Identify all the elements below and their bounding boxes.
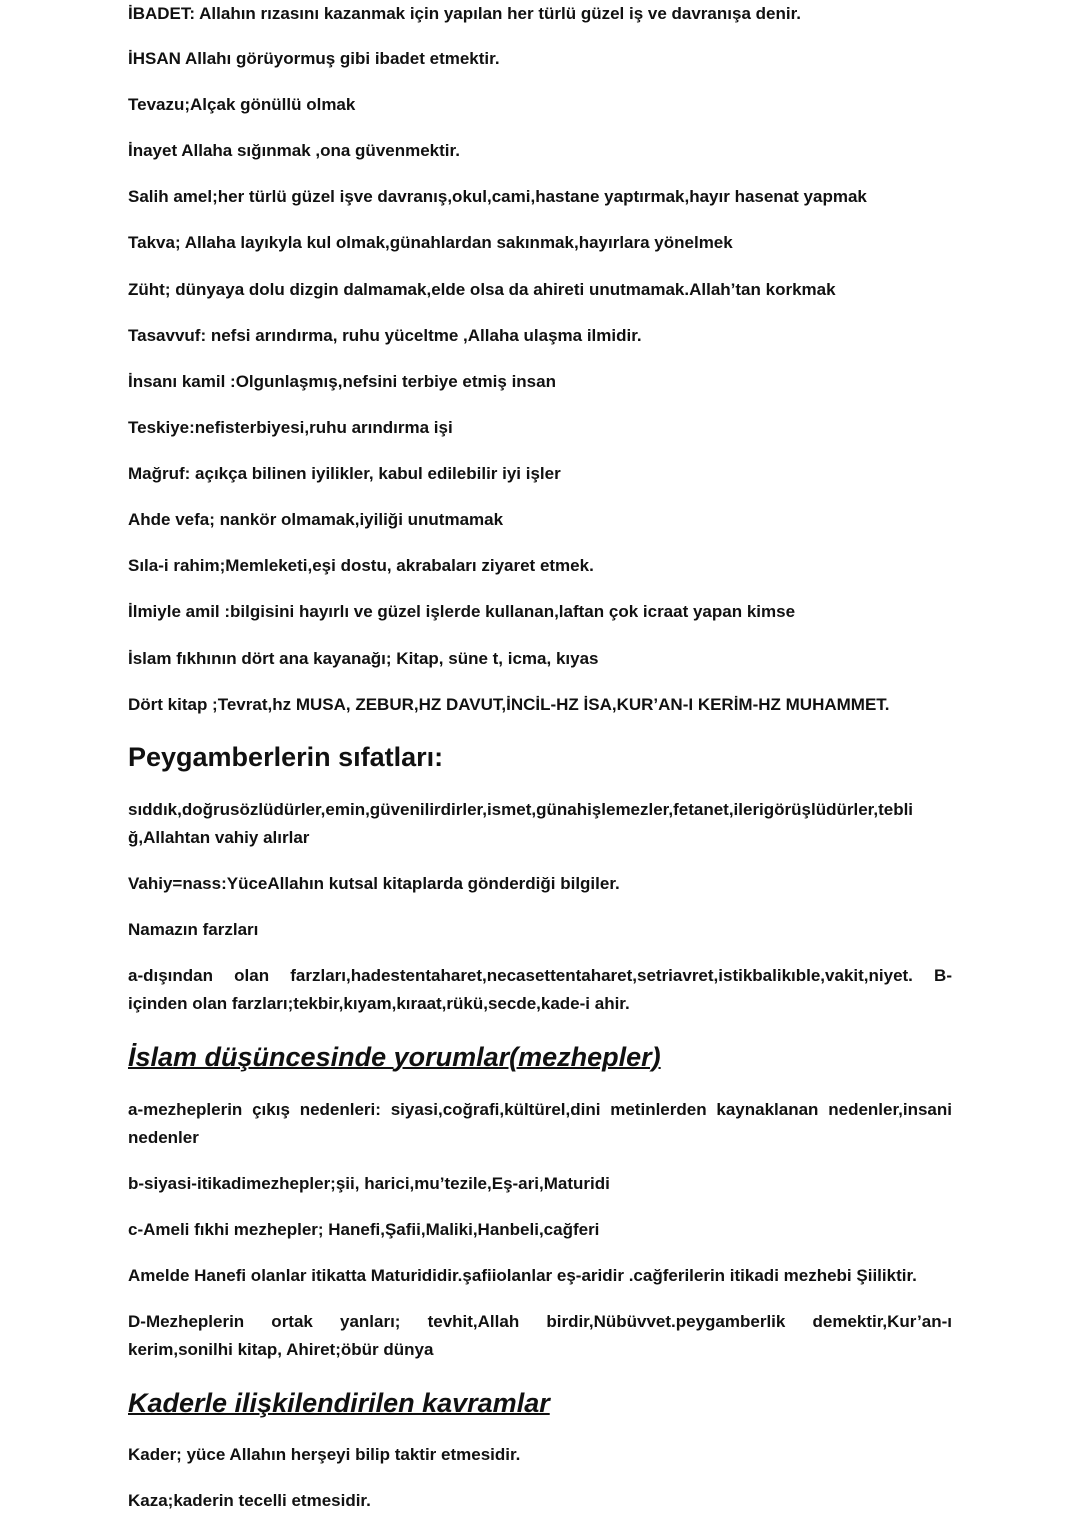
farzlar-line-2: içinden olan farzları;tekbir,kıyam,kıraat,rükü,secde,kade-i ahir. (128, 994, 630, 1013)
definition-ilmiyle-amil: İlmiyle amil :bilgisini hayırlı ve güzel işlerde kullanan,laftan çok icraat yapan kimse (128, 602, 796, 621)
mezhep-cikis-line-2: nedenler (128, 1128, 199, 1147)
sifatlar-line-1: sıddık,doğrusözlüdürler,emin,güvenilirdirler,ismet,günahişlemezler,fetanet,ilerigörüşlüdürler,tebli (128, 800, 914, 819)
ortak-yanlar-line-1: D-Mezheplerin ortak yanları; tevhit,Allah birdir,Nübüvvet.peygamberlik demektir,Kur’an-ı (128, 1312, 952, 1331)
definition-tasavvuf: Tasavvuf: nefsi arındırma, ruhu yüceltme ,Allaha ulaşma ilmidir. (128, 326, 642, 345)
definition-dort-kitap: Dört kitap ;Tevrat,hz MUSA, ZEBUR,HZ DAVUT,İNCİL-HZ İSA,KUR’AN-I KERİM-HZ MUHAMMET. (128, 695, 890, 714)
definition-ahde-vefa: Ahde vefa; nankör olmamak,iyiliği unutmamak (128, 510, 504, 529)
ortak-yanlar-line-2: kerim,sonilhi kitap, Ahiret;öbür dünya (128, 1340, 434, 1359)
ameli-fikhi-mezhepler: c-Ameli fıkhi mezhepler; Hanefi,Şafii,Maliki,Hanbeli,cağferi (128, 1220, 600, 1239)
definition-zuht: Züht; dünyaya dolu dizgin dalmamak,elde olsa da ahireti unutmamak.Allah’tan korkmak (128, 280, 836, 299)
definition-salih-amel: Salih amel;her türlü güzel işve davranış,okul,cami,hastane yaptırmak,hayır hasenat yapmak (128, 187, 867, 206)
siyasi-itikadi-mezhepler: b-siyasi-itikadimezhepler;şii, harici,mu’tezile,Eş-ari,Maturidi (128, 1174, 610, 1193)
definition-vahiy: Vahiy=nass:YüceAllahın kutsal kitaplarda gönderdiği bilgiler. (128, 874, 620, 893)
mezhep-cikis-line-1: a-mezheplerin çıkış nedenleri: siyasi,coğrafi,kültürel,dini metinlerden kaynaklanan nedenler,insani (128, 1100, 952, 1119)
heading-mezhepler: İslam düşüncesinde yorumlar(mezhepler) (128, 1042, 661, 1072)
sifatlar-line-2: ğ,Allahtan vahiy alırlar (128, 828, 310, 847)
namaz-farzlari-heading: Namazın farzları (128, 920, 259, 939)
definition-inayet: İnayet Allaha sığınmak ,ona güvenmektir. (128, 141, 460, 160)
definition-insani-kamil: İnsanı kamil :Olgunlaşmış,nefsini terbiye etmiş insan (128, 372, 556, 391)
heading-kader-kavramlari: Kaderle ilişkilendirilen kavramlar (128, 1388, 550, 1418)
definition-magruf: Mağruf: açıkça bilinen iyilikler, kabul edilebilir iyi işler (128, 464, 561, 483)
definition-takva: Takva; Allaha layıkyla kul olmak,günahlardan sakınmak,hayırlara yönelmek (128, 233, 733, 252)
definition-ihsan: İHSAN Allahı görüyormuş gibi ibadet etmektir. (128, 49, 500, 68)
amelde-hanefi: Amelde Hanefi olanlar itikatta Maturididir.şafiiolanlar eş-aridir .cağferilerin itikadi mezhebi Şiiliktir. (128, 1266, 917, 1285)
definition-islam-fikhi: İslam fıkhının dört ana kayanağı; Kitap, süne t, icma, kıyas (128, 649, 599, 668)
definition-ibadet: İBADET: Allahın rızasını kazanmak için yapılan her türlü güzel iş ve davranışa denir. (128, 4, 801, 23)
definition-sila-i-rahim: Sıla-i rahim;Memleketi,eşi dostu, akrabaları ziyaret etmek. (128, 556, 594, 575)
definition-tevazu: Tevazu;Alçak gönüllü olmak (128, 95, 356, 114)
definition-kaza: Kaza;kaderin tecelli etmesidir. (128, 1491, 371, 1510)
definition-teskiye: Teskiye:nefisterbiyesi,ruhu arındırma işi (128, 418, 453, 437)
definition-kader: Kader; yüce Allahın herşeyi bilip taktir etmesidir. (128, 1445, 521, 1464)
farzlar-line-1: a-dışından olan farzları,hadestentaharet,necasettentaharet,setriavret,istikbalikıble,vakit,niyet. B- (128, 966, 952, 985)
heading-peygamber-sifatlari: Peygamberlerin sıfatları: (128, 742, 444, 772)
